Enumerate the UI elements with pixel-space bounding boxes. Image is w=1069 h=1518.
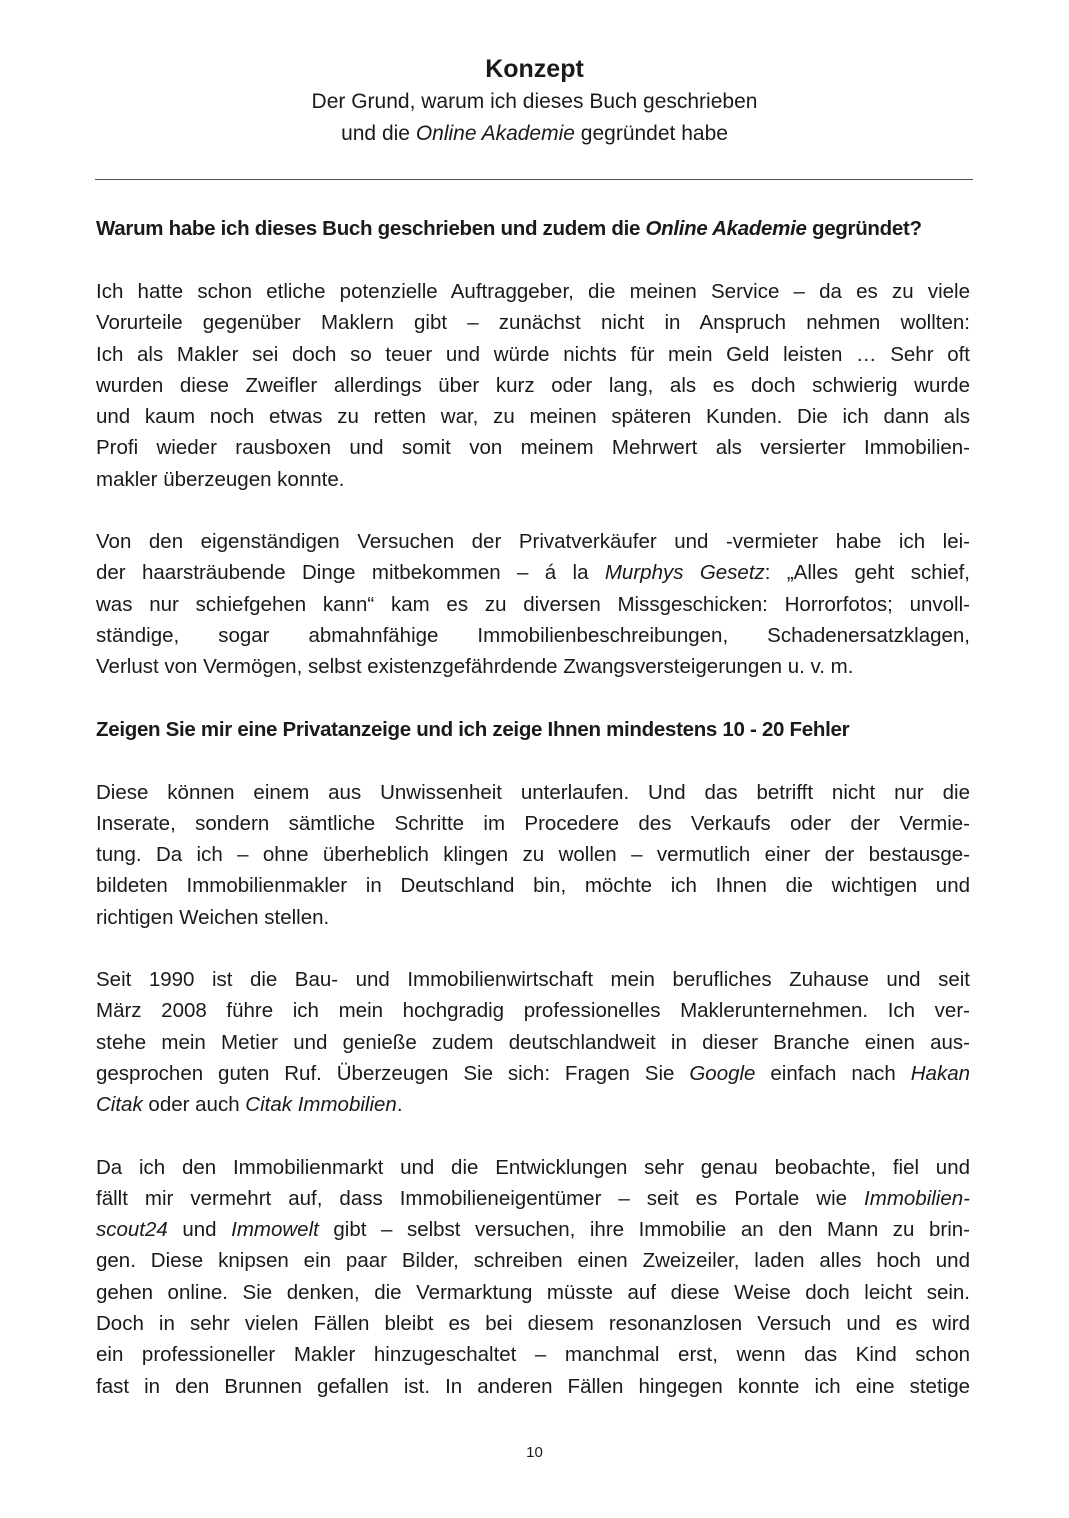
chapter-subtitle-line-2: und die Online Akademie gegründet habe [341,122,728,145]
section-heading-1: Warum habe ich dieses Buch geschrieben und zudem die Online Akademie gegründet? [96,217,922,240]
paragraph-3: Diese können einem aus Unwissenheit unterlaufen. Und das betrifft nicht nur die Inserate, sondern sämtliche Schritte im Procedere des Verkaufs oder der Vermie- tung. Da ich – ohne überheblich klingen zu wollen – vermutlich einer der bestausge- bildeten Immobilienmakler in Deutschland bin, möchte ich Ihnen die wichtigen und richtigen Weichen stellen. [96,780,970,929]
header-divider [95,179,973,180]
chapter-title: Konzept [485,55,584,83]
page-body [96,213,970,1433]
paragraph-2: Von den eigenständigen Versuchen der Privatverkäufer und -vermieter habe ich lei- der haarsträubende Dinge mitbekommen – á la Murphys Gesetz: „Alles geht schief, was nur schiefgehen kann“ kam es zu diversen Missgeschicken: Horrorfotos; unvoll- ständige, sogar abmahnfähige Immobilienbeschreibungen, Schadenersatzklagen, Verlust von Vermögen, selbst existenzgefährdende Zwangsversteigerungen u. v. m. [96,530,970,679]
paragraph-5: Da ich den Immobilienmarkt und die Entwicklungen sehr genau beobachte, fiel und fällt mir vermehrt auf, dass Immobilieneigentümer – seit es Portale wie Immobilien- scout24 und Immowelt gibt – selbst versuchen, ihre Immobilie an den Mann zu brin- gen. Diese knipsen ein paar Bilder, schreiben einen Zweizeiler, laden alles hoch und gehen online. Sie denken, die Vermarktung müsste auf diese Weise doch leicht sein. Doch in sehr vielen Fällen bleibt es bei diesem resonanzlosen Versuch und es wird ein professioneller Makler hinzugeschaltet – manchmal erst, wenn das Kind schon fast in den Brunnen gefallen ist. In anderen Fällen hingegen konnte ich eine stetige [96,1155,970,1398]
paragraph-4: Seit 1990 ist die Bau- und Immobilienwirtschaft mein berufliches Zuhause und seit März 2008 führe ich mein hochgradig professionelles Maklerunternehmen. Ich ver- stehe mein Metier und genieße zudem deutschlandweit in dieser Branche einen aus- gesprochen guten Ruf. Überzeugen Sie sich: Fragen Sie Google einfach nach Hakan Citak oder auch Citak Immobilien. [96,968,970,1117]
section-heading-2: Zeigen Sie mir eine Privatanzeige und ich zeige Ihnen mindestens 10 - 20 Fehler [96,717,850,741]
subtitle-emphasis: Online Akademie [415,122,575,145]
page-number: 10 [526,1444,543,1461]
paragraph-1: Ich hatte schon etliche potenzielle Auftraggeber, die meinen Service – da es zu viele Vorurteile gegenüber Maklern gibt – zunächst nicht in Anspruch nehmen wollten: Ich als Makler sei doch so teuer und würde nichts für mein Geld leisten … Sehr oft wurden diese Zweifler allerdings über kurz oder lang, als es doch schwierig wurde und kaum noch etwas zu retten war, zu meinen späteren Kunden. Die ich dann als Profi wieder rausboxen und somit von meinem Mehrwert als versierter Immobilien- makler überzeugen konnte. [96,280,970,491]
chapter-header [0,52,1069,150]
chapter-subtitle-line-1: Der Grund, warum ich dieses Buch geschrieben [311,90,758,113]
